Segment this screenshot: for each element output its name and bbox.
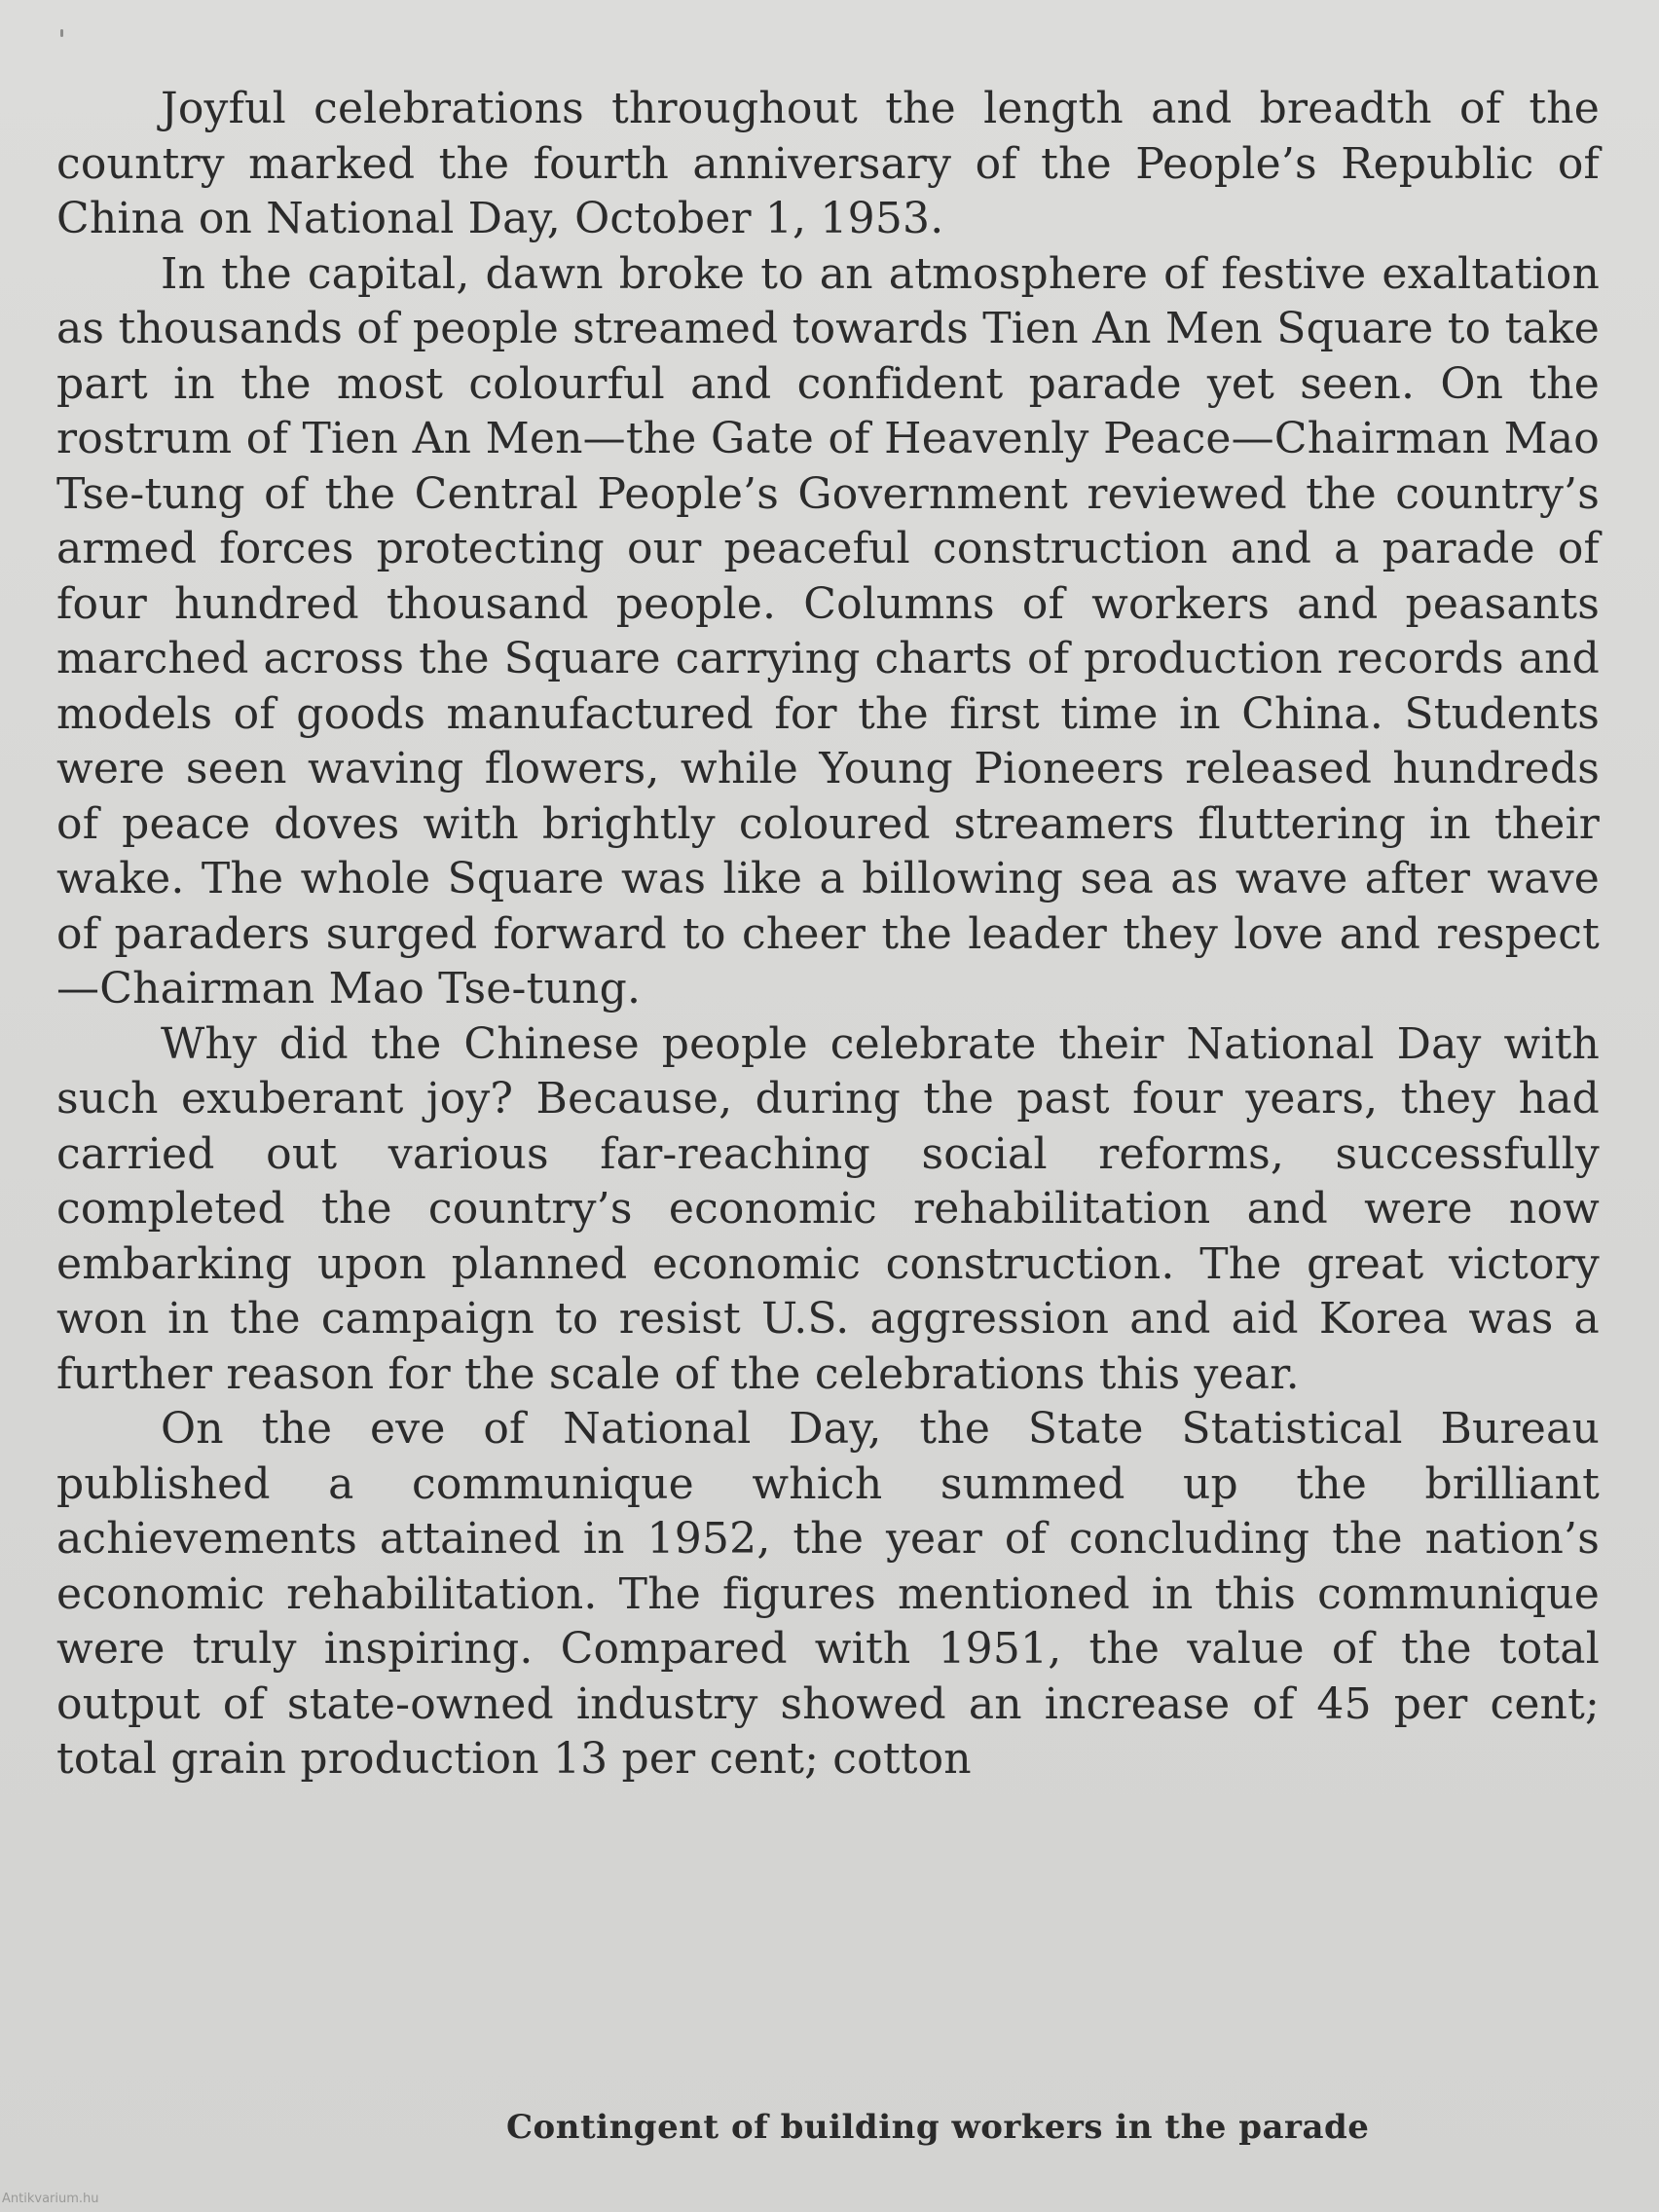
paragraph-1: Joyful celebrations throughout the length and breadth of the country marked the fourth anniversary of the People’s Republic of China on National Day, October 1, 1953. [56, 84, 1600, 243]
ink-speck [60, 29, 63, 37]
paragraph-4: On the eve of National Day, the State Statistical Bureau published a communique which summed up the brilliant achievements attained in 1952, the year of concluding the nation’s economic rehabilitation. The figures mentioned in this communique were truly inspiring. Compared with 1951, the value of the total output of state-owned industry showed an increase of 45 per cent; total grain production 13 per cent; cotton [56, 1404, 1600, 1784]
article-body [56, 82, 1600, 1788]
paragraph-2: In the capital, dawn broke to an atmosphere of festive exaltation as thousands of people streamed towards Tien An Men Square to take part in the most colourful and confident parade yet seen. On the rostrum of Tien An Men—the Gate of Heavenly Peace—Chairman Mao Tse-tung of the Central People’s Government reviewed the country’s armed forces protecting our peaceful construction and a parade of four hundred thousand people. Columns of workers and peasants marched across the Square carrying charts of production records and models of goods manufactured for the first time in China. Students were seen waving flowers, while Young Pioneers released hundreds of peace doves with brightly coloured streamers fluttering in their wake. The whole Square was like a billowing sea as wave after wave of paraders surged forward to cheer the leader they love and respect—Chairman Mao Tse-tung. [56, 248, 1600, 1014]
photo-caption: Contingent of building workers in the parade [506, 2108, 1370, 2147]
paragraph-3: Why did the Chinese people celebrate their National Day with such exuberant joy? Because, during the past four years, they had carried out various far-reaching social reforms, successfully completed the country’s economic rehabilitation and were now embarking upon planned economic construction. The great victory won in the campaign to resist U.S. aggression and aid Korea was a further reason for the scale of the celebrations this year. [56, 1018, 1600, 1399]
watermark: Antikvarium.hu [2, 2192, 99, 2206]
